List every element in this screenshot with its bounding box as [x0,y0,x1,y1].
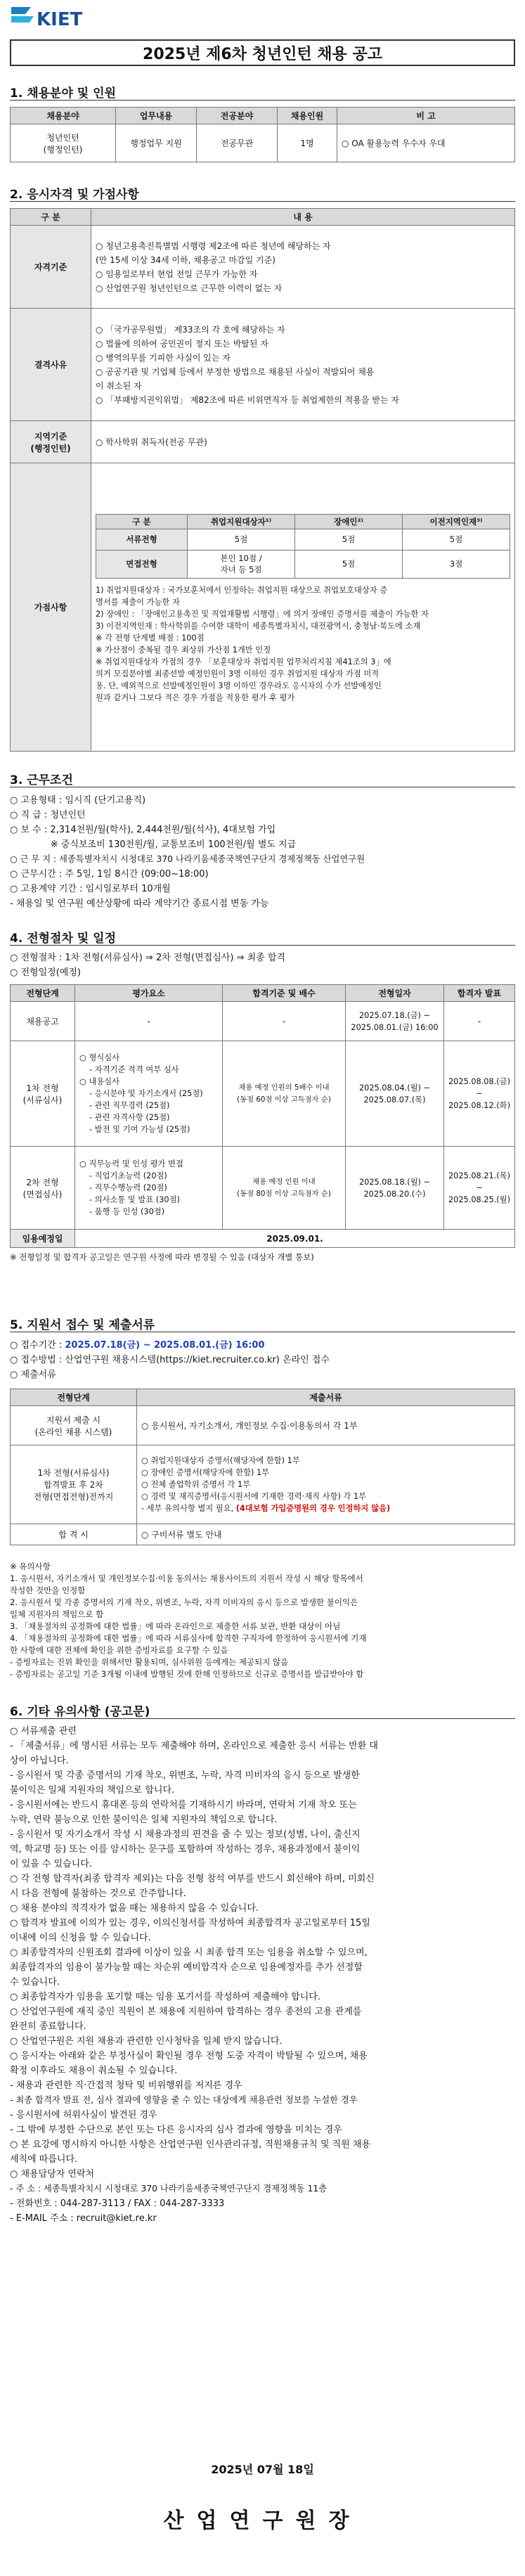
schedule-table [10,984,515,1248]
divider [10,1718,515,1719]
text-line: 불이익은 일체 지원자의 책임으로 합니다. [10,1785,175,1796]
text-line: 수 있습니다. [10,1977,60,1988]
col-header: 채용분야 [11,108,116,124]
table-cell [346,1041,444,1147]
table-cell: 5점 [188,529,295,550]
text-line: 2025.08.18.(월) ~ [358,1177,431,1187]
table-header-row [11,985,515,1002]
table-row [11,421,515,463]
note-line: - 증빙자료는 진위 확인을 위해서만 활용되며, 심사위원 등에게는 제공되지 않음 [10,1657,289,1667]
text-line: (만 15세 이상 34세 이하, 채용공고 마감일 기준) [96,255,276,265]
table-cell [444,1041,515,1147]
note-line: 3) 이전지역인재 : 학사학위를 수여한 대학이 세종특별자치시, 대전광역시, 충청남·북도에 소재 [96,621,421,631]
table-row [11,1147,515,1230]
text-line: 2025.08.01.(금) 16:00 [351,1022,439,1032]
text-line: - 관련 직무경력 (25점) [89,1101,170,1110]
text-line: ○ 최종합격자가 임용을 포기할 때는 임용 포기서를 작성하여 제출해야 합니다. [10,1992,320,2002]
table-cell: 3점 [403,550,510,578]
col-header: 취업지원대상자¹⁾ [188,514,295,529]
note-line: 1) 취업지원대상자 : 국가보훈처에서 인정하는 취업지원 대상으로 취업보호대상자 증 [96,585,388,595]
table-cell [75,1147,223,1230]
note-line: ※ 취업지원대상자 가점의 경우 「보훈대상자 취업지원 업무처리지침 제41조의 3」에 [96,657,391,666]
text-line: ~ [476,1183,483,1192]
text-line: - 응시원서 및 자기소개서 작성 시 채용과정의 편견을 줄 수 있는 정보(성별, 나이, 출신지 [10,1829,361,1840]
table-cell [91,309,515,421]
col-header: 채용인원 [278,108,337,124]
text-line: - 채용과 관련한 직·간접적 청탁 및 비위행위를 저지른 경우 [10,2080,242,2091]
col-header: 이전지역인재³⁾ [403,514,510,529]
text-line: 확정 이후라도 채용이 취소될 수 있습니다. [10,2066,178,2076]
text-line: 최종합격자의 임용이 불가능할 때는 차순위 예비합격자 순으로 임용예정자를 추가 선정할 [10,1962,363,1973]
col-header: 합격자 발표 [444,985,515,1002]
text-line: ※ 중식보조비 130천원/월, 교통보조비 100천원/월 별도 지급 [10,839,297,850]
text-line: ~ [476,1089,483,1098]
table-cell: 서류전형 [96,529,188,550]
table-cell: 본인 10점 / 자녀 등 5점 [188,550,295,578]
col-header: 합격기준 및 배수 [223,985,346,1002]
text-line: ○ 공공기관 및 기업체 등에서 부정한 방법으로 채용된 사실이 적발되어 채용 [96,366,375,377]
section-heading-1: 1. 채용분야 및 인원 [10,86,116,101]
text-line: ○ 서류제출 관련 [10,1726,77,1737]
table-row [11,124,515,162]
text-line: ○ 청년고용촉진특별법 시행령 제2조에 따른 청년에 해당하는 자 [96,240,331,251]
stage-cell: 1차 전형 (서류심사) [11,1041,75,1147]
col-header: 비 고 [337,108,515,124]
table-row [11,463,515,752]
table-cell: 5점 [295,550,403,578]
text-line: - 응시원서에는 반드시 휴대폰 등의 연락처를 기재하시기 바라며, 연락처 기재 착오 또는 [10,1800,357,1810]
table-row [11,1445,515,1524]
text-line: ○ 산업연구원에 재직 중인 직원이 본 채용에 지원하여 합격하는 경우 종전의 고용 관계를 [10,2007,362,2017]
table-cell: - [444,1002,515,1041]
table-cell: 청년인턴 (행정인턴) [11,124,116,162]
text-line: ○ 각 전형 합격자(최종 합격자 제외)는 다음 전형 참석 여부를 반드시 회신해야 하며, 미회신 [10,1874,375,1884]
text-line: (동점 60점 이상 고득점자 순) [237,1095,331,1104]
application-info [10,1338,515,1382]
text-line: 세칙에 따릅니다. [10,2154,78,2165]
row-label: 자격기준 [11,226,91,309]
text-line: - 채용일 및 연구원 예산상황에 따라 계약기간 종료시점 변동 가능 [10,899,269,909]
text-line: ○ 임용일로부터 현업 전일 근무가 가능한 자 [96,269,258,279]
note-line: 1. 응시원서, 자기소개서 및 개인정보수집·이용 동의서는 채용사이트의 지원서 작성 시 해당 항목에서 [10,1573,363,1583]
table-cell: 5점 [403,529,510,550]
note-line: 원과 같거나 그보다 적은 경우 가점을 적용한 평가 후 평가 [96,693,295,702]
col-header: 장애인²⁾ [295,514,403,529]
text-line: 2025.08.21.(목) [448,1171,510,1180]
text-line: 시 다음 전형에 불참하는 것으로 간주합니다. [10,1888,186,1899]
announcement-date: 2025년 07월 18일 [211,2463,314,2476]
section-heading-4: 4. 전형절차 및 일정 [10,932,116,946]
text-line: 2025.08.20.(수) [363,1189,426,1199]
text-line: ○ 채용 분야의 적격자가 없을 때는 채용하지 않을 수 있습니다. [10,1903,259,1914]
text-line: - 응시원서 및 각종 증명서의 기재 착오, 위변조, 누락, 자격 미비자의 응시 등으로 발생한 [10,1770,360,1781]
col-header: 구 분 [11,209,91,226]
note-line: 한 사항에 대한 전체에 확인을 위한 증빙자료를 요구할 수 있음 [10,1645,228,1655]
table-cell: 전공무관 [197,124,278,162]
note-line: 용. 단, 예외적으로 선발예정인원이 3명 이하인 경우라도 응시자의 수가 선발예정인 [96,681,382,690]
table-cell: ○ 구비서류 별도 안내 [137,1524,515,1545]
table-cell: ○ 응시원서, 자기소개서, 개인정보 수집·이용동의서 각 1부 [137,1406,515,1445]
section-heading-5: 5. 지원서 접수 및 제출서류 [10,1318,155,1332]
text-line: ○ 산업연구원은 지원 채용과 관련한 인사청탁을 일체 받지 않습니다. [10,2036,283,2047]
note-line: 의거 모집분야별 최종선발 예정인원이 3명 이하인 경우 취업지원 대상자 가점 미적 [96,669,380,678]
recruit-field-table [10,107,515,162]
text-line: - 응시분야 및 자기소개서 (25점) [89,1089,203,1098]
note-line: - 증빙자료는 공고일 기준 3개월 이내에 발행된 것에 한해 인정하므로 신규로 증명서를 발급받아야 함 [10,1669,364,1679]
table-cell: 행정업무 지원 [116,124,197,162]
table-cell: - [75,1002,223,1041]
text-line: ○ 병역의무를 기피한 사실이 있는 자 [96,352,231,363]
text-line: 역, 학교명 등) 또는 이를 암시하는 문구를 포함하여 작성하는 경우, 채용과정에서 불이익 [10,1844,361,1855]
table-header-row [11,108,515,124]
schedule-note [10,1251,515,1263]
table-cell [444,1147,515,1230]
table-row [11,1230,515,1248]
text-line: 2025.08.04.(월) ~ [358,1083,431,1093]
text-line: ○ 「부패방지권익위법」 제82조에 따른 비위면직자 등 취업제한의 적용을 받는 자 [96,394,399,405]
table-row [96,550,510,578]
text-line: ○ 근 무 지 : 세종특별자치시 시청대로 370 나라키움세종국책연구단지 경제정책동 산업연구원 [10,854,365,864]
text-line: 2025.07.18.(금) ~ [358,1010,431,1020]
table-cell: ○ OA 활용능력 우수자 우대 [337,124,515,162]
text-line: - 의사소통 및 발표 (30점) [89,1195,180,1204]
page-title: 2025년 제6차 청년인턴 채용 공고 [10,39,515,66]
text-line: ○ 전체 졸업학위 증명서 각 1부 [141,1480,251,1489]
col-header: 내 용 [91,209,515,226]
text-line: ○ 취업지원대상자 증명서(해당자에 한함) 1부 [141,1456,300,1465]
table-cell [223,1147,346,1230]
text-line: ○ 고용계약 기간 : 임시일로부터 10개월 [10,884,171,894]
note-line: ※ 유의사항 [10,1561,51,1571]
col-header: 전형단계 [11,1389,137,1406]
note-line: 3. 「채용절차의 공정화에 대한 법률」에 따라 온라인으로 제출한 서류 보관, 반환 대상이 아님 [10,1621,341,1631]
table-row [11,1524,515,1545]
col-header: 평가요소 [75,985,223,1002]
note-line: ※ 전형일정 및 합격자 공고일은 연구원 사정에 따라 변경될 수 있음 (대상자 개별 통보) [10,1252,314,1262]
table-row [11,1406,515,1445]
text-line: 상이 아닙니다. [10,1756,69,1766]
text-line: - 발전 및 기여 가능성 (25점) [89,1125,190,1134]
table-cell [91,226,515,309]
table-cell [91,421,515,463]
text-line: 2025.08.08.(금) [448,1077,510,1086]
col-header: 제출서류 [137,1389,515,1406]
table-cell: 면접전형 [96,550,188,578]
period-label: ○ 접수기간 : [10,1340,65,1351]
work-conditions [10,793,515,911]
text-fragment: - 세부 유의사항 별지 필요, [141,1504,236,1513]
stage-cell: 임용예정일 [11,1230,75,1248]
text-line: 이 있을 수 있습니다. [10,1859,92,1869]
note-line: 일체 지원자의 책임으로 함 [10,1609,104,1619]
bonus-points-table [96,514,510,579]
row-label: 결격사유 [11,309,91,421]
table-cell [346,1002,444,1041]
text-line: 이 취소된 자 [96,380,142,391]
col-header: 구 분 [96,514,188,529]
table-header-row [96,514,510,529]
stage-cell: 채용공고 [11,1002,75,1041]
text-line: 완전히 종료합니다. [10,2021,86,2032]
text-line: ○ 산업연구원 청년인턴으로 근무한 이력이 없는 자 [96,283,283,293]
text-line: ○ 직 급 : 청년인턴 [10,810,86,820]
stage-cell: 1차 전형(서류심사) 합격발표 후 2차 전형(면접전형)전까지 [11,1445,137,1524]
text-line: 2025.08.07.(목) [363,1095,426,1105]
process-intro [10,951,515,980]
note-line: 4. 「채용절차의 공정화에 대한 법률」에 따라 서류심사에 합격한 구직자에 한정하여 응시원서에 기재 [10,1633,367,1643]
stage-cell: 합 격 시 [11,1524,137,1545]
text-line: ○ 본 요강에 명시하지 아니한 사항은 산업연구원 인사관리규정, 직원채용규칙 및 직원 채용 [10,2139,371,2150]
table-row [11,226,515,309]
note-line: ※ 가산점이 중복될 경우 최상위 가산점 1개만 인정 [96,645,271,655]
svg-text:KIET: KIET [37,9,83,30]
table-cell [137,1445,515,1524]
table-cell [91,463,515,752]
text-line: ○ 직무능력 및 인성 평가 면접 [79,1159,183,1168]
text-line: - 그 밖에 부정한 수단으로 본인 또는 다른 응시자의 심사 결과에 영향을 미치는 경우 [10,2125,342,2135]
text-line: 2025.08.12.(화) [448,1101,510,1110]
text-line: - 최종 합격자 발표 전, 심사 결과에 영향을 줄 수 있는 대상에게 채용관련 정보를 누설한 경우 [10,2095,358,2105]
text-line: ○ 법률에 의하여 공민권이 정지 또는 박탈된 자 [96,338,268,349]
row-label: 지역기준 (행정인턴) [11,421,91,463]
note-line: 2) 장애인 : 「장애인고용촉진 및 직업재활법 시행령」에 의거 장애인 증명서를 제출이 가능한 자 [96,609,429,619]
note-line: 명서를 제출이 가능한 자 [96,597,180,607]
note-line: ※ 각 전형 단계별 배점 : 100점 [96,633,205,643]
text-line: ○ 전형일정(예정) [10,967,81,978]
text-line: 누락, 연락 불능으로 인한 불이익은 일체 지원자의 책임으로 합니다. [10,1815,278,1825]
text-line: 이내에 이의 신청을 할 수 있습니다. [10,1933,151,1943]
row-label: 가점사항 [11,463,91,752]
other-notes [10,1724,515,2226]
table-header-row [11,209,515,226]
text-line: 채용 예정 인원 이내 [252,1177,316,1186]
text-line: ○ 경력 및 재직증명서(응시원서에 기재한 경력·재직 사항) 각 1부 [141,1492,367,1501]
col-header: 업무내용 [116,108,197,124]
text-line: ○ 근무시간 : 주 5일, 1일 8시간 (09:00~18:00) [10,869,209,880]
text-line: ○ 채용담당자 연락처 [10,2169,95,2179]
text-line: - 직무수행능력 (20점) [89,1183,167,1192]
table-cell: 5점 [295,529,403,550]
text-line: - 주 소 : 세종특별자치시 시청대로 370 나라키움세종국책연구단지 경제정책동 11층 [10,2184,328,2194]
text-line: - 응시원서에 허위사실이 발견된 경우 [10,2110,157,2120]
text-line [10,1338,515,1353]
bonus-notes [96,584,510,704]
col-header: 전형일자 [346,985,444,1002]
text-line: ○ 응시자는 아래와 같은 부정사실이 확인될 경우 전형 도중 자격이 박탈될 수 있으며, 채용 [10,2051,368,2061]
table-cell [75,1041,223,1147]
text-line: - 자격기준 적격 여부 심사 [89,1065,179,1074]
text-line: (동점 80점 이상 고득점자 순) [237,1189,331,1198]
contact-email: - E-MAIL 주소 : recruit@kiet.re.kr [10,2213,157,2224]
table-cell [223,1041,346,1147]
text-line: - 관련 자격사항 (25점) [89,1113,170,1122]
text-line: ○ 형식심사 [79,1053,120,1062]
table-row [11,309,515,421]
text-line: ○ 최종합격자의 신원조회 결과에 이상이 있을 시 최종 합격 또는 임용을 취소할 수 있으며, [10,1947,368,1958]
documents-table [10,1389,515,1545]
text-line: ○ 「국가공무원법」 제33조의 각 호에 해당하는 자 [96,324,285,335]
table-cell [346,1147,444,1230]
section-heading-2: 2. 응시자격 및 가점사항 [10,188,139,202]
note-line: 작성한 것만을 인정함 [10,1585,86,1595]
text-line: ○ 전형절차 : 1차 전형(서류심사) ⇒ 2차 전형(면접심사) ⇒ 최종 합격 [10,953,285,963]
note-line: 2. 응시원서 및 각종 증명서의 기재 착오, 위변조, 누락, 자격 미비자의 응시 등으로 발생한 불이익은 [10,1597,358,1607]
warning-text: (4대보험 가입증명원의 경우 인정하지 않음) [235,1504,391,1513]
table-cell: - [223,1002,346,1041]
application-notes [10,1561,515,1680]
section-heading-3: 3. 근무조건 [10,773,73,787]
text-line: - 품행 등 인성 (30점) [89,1207,165,1216]
table-row [11,1002,515,1041]
text-line: ○ 접수방법 : 산업연구원 채용시스템(https://kiet.recruiter.co.kr) 온라인 접수 [10,1355,330,1365]
period-value: 2025.07.18(금) ~ 2025.08.01.(금) 16:00 [65,1340,265,1351]
divider [10,201,515,202]
text-line [141,1502,510,1514]
table-header-row [11,1389,515,1406]
stage-cell: 2차 전형 (면접심사) [11,1147,75,1230]
table-row [96,529,510,550]
stage-cell: 지원서 제출 시 (온라인 채용 시스템) [11,1406,137,1445]
text-line: - 「제출서류」에 명시된 서류는 모두 제출해야 하며, 온라인으로 제출한 응시 서류는 반환 대 [10,1741,378,1751]
issuer-signature: 산업연구원장 [163,2509,362,2533]
eligibility-table [10,208,515,752]
text-line: ○ 장애인 증명서(해당자에 한함) 1부 [141,1468,270,1477]
text-line: ○ 제출서류 [10,1370,56,1380]
col-header: 전공분야 [197,108,278,124]
divider [10,945,515,946]
table-cell: 2025.09.01. [75,1230,515,1248]
text-line: - 전화번호 : 044-287-3113 / FAX : 044-287-3333 [10,2198,225,2209]
text-line: ○ 고용형태 : 임시직 (단기고용직) [10,795,146,806]
kiet-logo [10,4,94,31]
col-header: 전형단계 [11,985,75,1002]
text-line: 2025.08.25.(월) [448,1195,510,1204]
text-line: ○ 보 수 : 2,314천원/월(학사), 2,444천원/월(석사), 4대보험 가입 [10,825,276,835]
text-line: ○ 학사학위 취득자(전공 무관) [96,437,207,447]
text-line: ○ 합격자 발표에 이의가 있는 경우, 이의신청서를 작성하여 최종합격자 공고일로부터 15일 [10,1918,370,1928]
text-line: 채용 예정 인원의 5배수 이내 [238,1083,330,1092]
table-row [11,1041,515,1147]
text-line: - 직업기초능력 (20점) [89,1171,167,1180]
text-line: ○ 내용심사 [79,1077,120,1086]
divider [10,100,515,101]
section-heading-6: 6. 기타 유의사항 (공고문) [10,1705,150,1719]
table-cell: 1명 [278,124,337,162]
